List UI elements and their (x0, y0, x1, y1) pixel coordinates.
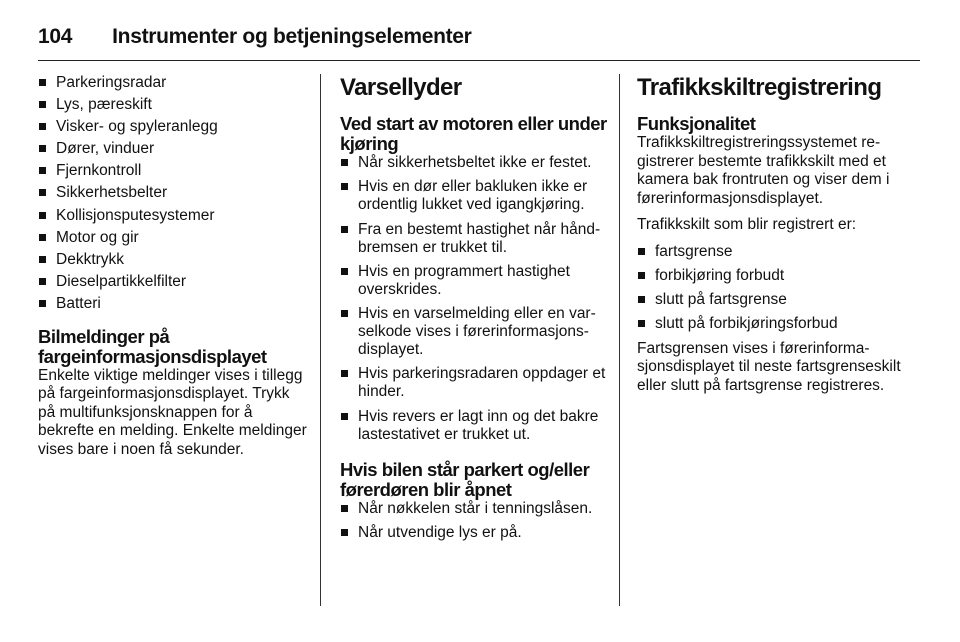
list-item: Dekktrykk (38, 251, 308, 269)
list-item: fartsgrense (637, 243, 907, 261)
list-item: Hvis en programmert hastighet overskrides. (340, 263, 608, 299)
list-item: Når utvendige lys er på. (340, 524, 608, 542)
list-item: Hvis parkeringsradaren oppdager et hinder. (340, 365, 608, 401)
body-paragraph: Fartsgrensen vises i førerinformasjonsdisplayet til neste fartsgrenseskilt eller slutt på fartsgrense registreres. (637, 339, 901, 394)
list-item: Motor og gir (38, 229, 308, 247)
list-item: Dører, vinduer (38, 140, 308, 158)
page-header (38, 14, 920, 61)
column-divider-2 (619, 74, 620, 606)
section-title: Trafikkskiltregistrering (637, 74, 882, 101)
section-title: Varsellyder (340, 74, 462, 101)
list-item: Når sikkerhetsbeltet ikke er festet. (340, 154, 608, 172)
list-item: Hvis revers er lagt inn og det bakre lastestativet er trukket ut. (340, 408, 608, 444)
subsection-heading: Hvis bilen står parkert og/eller førerdøren blir åpnet (340, 458, 590, 500)
body-paragraph: Enkelte viktige meldinger vises i tillegg på fargeinformasjonsdisplayet. Trykk på multifunksjonsknappen for å bekrefte en melding. Enkelte meldinger vises bare i noen få sekunder. (38, 366, 307, 458)
column-1 (38, 74, 308, 467)
list-item: Kollisjonsputesystemer (38, 207, 308, 225)
list-item: Lys, pæreskift (38, 96, 308, 114)
feature-list (38, 74, 308, 313)
column-2 (340, 74, 608, 548)
section-heading (38, 327, 308, 367)
heading-line: Bilmeldinger på (38, 325, 170, 347)
list-item: Når nøkkelen står i tenningslåsen. (340, 500, 608, 518)
warning-list-1 (340, 154, 608, 444)
heading-line: fargeinformasjonsdisplayet (38, 345, 267, 367)
column-3 (637, 74, 907, 403)
body-paragraph: Trafikkskilt som blir registrert er: (637, 216, 857, 233)
list-item: slutt på fartsgrense (637, 291, 907, 309)
list-item: Sikkerhetsbelter (38, 184, 308, 202)
column-divider-1 (320, 74, 321, 606)
chapter-title: Instrumenter og betjeningselementer (112, 25, 472, 48)
list-item: Hvis en varselmelding eller en varselkode vises i førerinformasjonsdisplayet. (340, 305, 608, 359)
list-item: Hvis en dør eller bakluken ikke er ordentlig lukket ved igangkjøring. (340, 178, 608, 214)
page-number: 104 (38, 25, 73, 48)
body-paragraph: Trafikkskiltregistreringssystemet registrerer bestemte trafikkskilt med et kamera bak frontruten og viser dem i førerinformasjonsdisplayet. (637, 134, 890, 207)
list-item: slutt på forbikjøringsforbud (637, 315, 907, 333)
list-item: Fjernkontroll (38, 162, 308, 180)
list-item: forbikjøring forbudt (637, 267, 907, 285)
sign-list (637, 243, 907, 334)
list-item: Batteri (38, 295, 308, 313)
list-item: Parkeringsradar (38, 74, 308, 92)
list-item: Dieselpartikkelfilter (38, 273, 308, 291)
list-item: Fra en bestemt hastighet når håndbremsen er trukket til. (340, 221, 608, 257)
warning-list-2 (340, 500, 608, 542)
subsection-heading: Ved start av motoren eller under kjøring (340, 113, 607, 154)
list-item: Visker- og spyleranlegg (38, 118, 308, 136)
subsection-heading: Funksjonalitet (637, 113, 756, 134)
